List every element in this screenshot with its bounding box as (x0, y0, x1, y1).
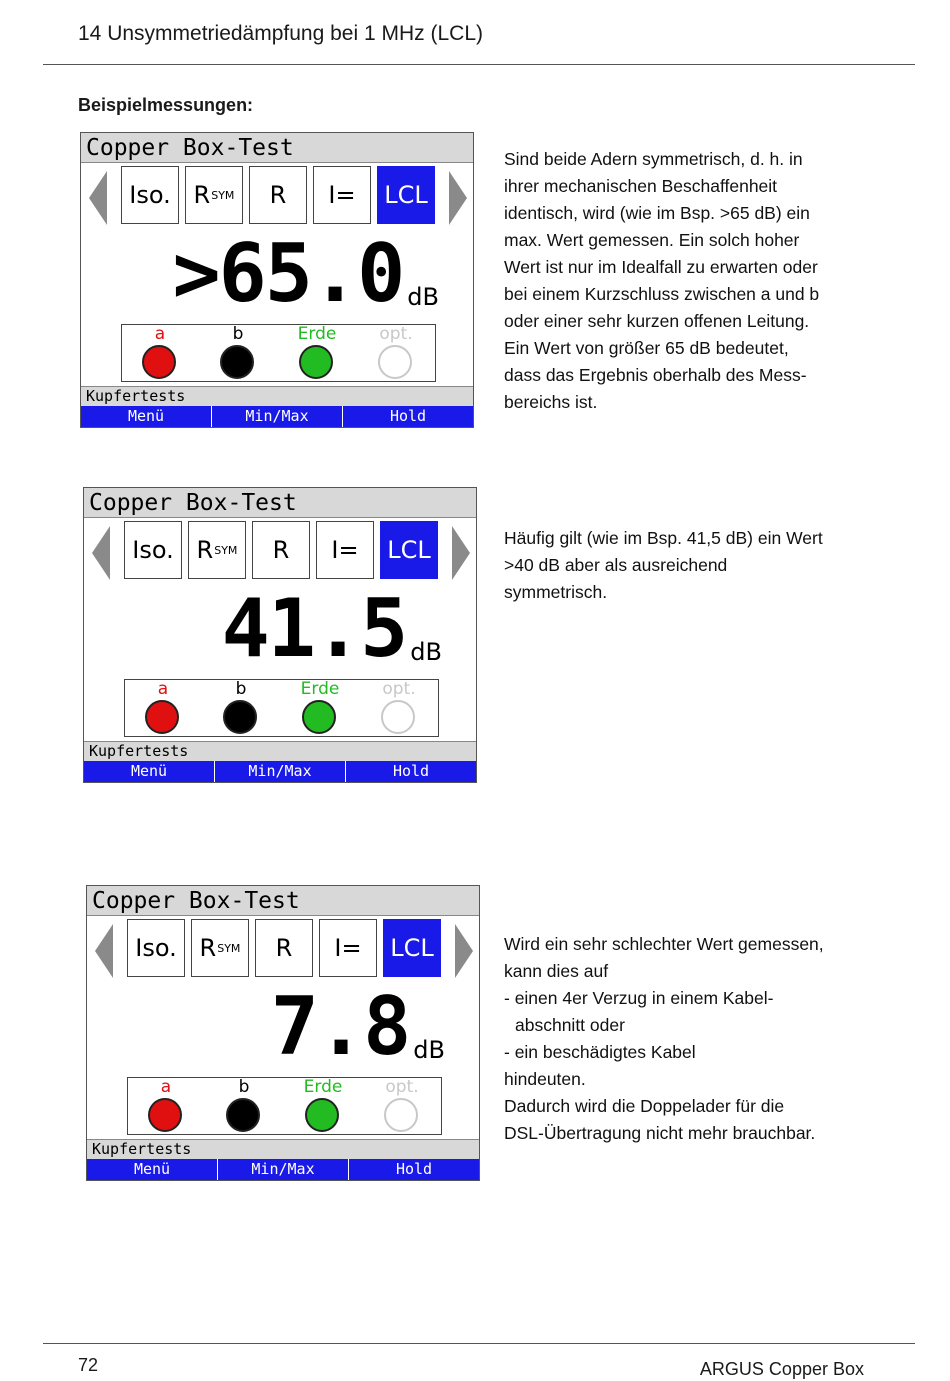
device-screen-2 (83, 487, 477, 783)
led-erde: Erde (290, 680, 350, 738)
device-screen-3 (86, 885, 480, 1181)
led-erde-icon (302, 700, 336, 734)
measurement-unit: dB (407, 283, 439, 311)
led-panel (124, 679, 439, 737)
softkey-menu[interactable]: Menü (127, 407, 165, 425)
tab-current[interactable]: I= (313, 166, 371, 224)
softkey-minmax[interactable]: Min/Max (217, 1159, 348, 1180)
led-opt-icon (384, 1098, 418, 1132)
header-rule (43, 64, 915, 65)
led-a: a (136, 1078, 196, 1136)
led-b: b (211, 680, 271, 738)
arrow-right-icon[interactable] (452, 526, 470, 580)
tab-lcl[interactable]: LCL (383, 919, 441, 977)
tab-iso[interactable]: Iso. (124, 521, 182, 579)
description-3: Wird ein sehr schlechter Wert gemessen, kann dies auf - einen 4er Verzug in einem Kabel- abschnitt oder - ein beschädigtes Kabel hindeuten. Dadurch wird die Doppelader für die DSL-Übertragung nicht mehr brauchbar. (504, 934, 824, 1143)
softkey-menu[interactable]: Menü (130, 762, 168, 780)
measurement-reading (270, 980, 445, 1073)
tab-iso[interactable]: Iso. (127, 919, 185, 977)
tab-current[interactable]: I= (319, 919, 377, 977)
softkey-hold[interactable]: Hold (342, 406, 473, 427)
led-a-icon (145, 700, 179, 734)
led-opt: opt. (366, 325, 426, 383)
status-bar: Kupfertests (81, 386, 473, 406)
led-b-icon (223, 700, 257, 734)
measurement-value: 41.5 (221, 582, 407, 675)
footer-rule (43, 1343, 915, 1344)
tab-lcl[interactable]: LCL (377, 166, 435, 224)
measurement-reading (172, 227, 439, 320)
arrow-right-icon[interactable] (449, 171, 467, 225)
led-erde: Erde (293, 1078, 353, 1136)
tab-rsym[interactable]: R SYM (185, 166, 243, 224)
tab-rsym[interactable]: R SYM (188, 521, 246, 579)
softkey-hold[interactable]: Hold (345, 761, 476, 782)
led-opt-icon (381, 700, 415, 734)
status-bar: Kupfertests (87, 1139, 479, 1159)
tab-r[interactable]: R (255, 919, 313, 977)
page-number: 72 (78, 1355, 99, 1375)
led-erde: Erde (287, 325, 347, 383)
measurement-unit: dB (413, 1036, 445, 1064)
led-b: b (214, 1078, 274, 1136)
measurement-unit: dB (410, 638, 442, 666)
softkey-bar (87, 1159, 479, 1180)
tab-current[interactable]: I= (316, 521, 374, 579)
led-opt-icon (378, 345, 412, 379)
led-panel (121, 324, 436, 382)
led-b-icon (226, 1098, 260, 1132)
softkey-minmax[interactable]: Min/Max (214, 761, 345, 782)
led-panel (127, 1077, 442, 1135)
led-a: a (130, 325, 190, 383)
screen-title: Copper Box-Test (84, 488, 476, 518)
softkey-menu[interactable]: Menü (133, 1160, 171, 1178)
led-opt: opt. (369, 680, 429, 738)
softkey-minmax[interactable]: Min/Max (211, 406, 342, 427)
page-header-title: 14 Unsymmetriedämpfung bei 1 MHz (LCL) (78, 22, 483, 45)
device-screen-1 (80, 132, 474, 428)
tab-r[interactable]: R (249, 166, 307, 224)
led-b-icon (220, 345, 254, 379)
softkey-bar (84, 761, 476, 782)
led-erde-icon (299, 345, 333, 379)
tab-rsym[interactable]: R SYM (191, 919, 249, 977)
led-a-icon (142, 345, 176, 379)
led-erde-icon (305, 1098, 339, 1132)
footer-brand: ARGUS Copper Box (699, 1359, 864, 1379)
measurement-value: >65.0 (172, 227, 404, 320)
led-b: b (208, 325, 268, 383)
arrow-right-icon[interactable] (455, 924, 473, 978)
led-opt: opt. (372, 1078, 432, 1136)
screen-title: Copper Box-Test (81, 133, 473, 163)
softkey-hold[interactable]: Hold (348, 1159, 479, 1180)
arrow-left-icon[interactable] (89, 171, 107, 225)
measurement-reading (221, 582, 442, 675)
softkey-bar (81, 406, 473, 427)
screen-title: Copper Box-Test (87, 886, 479, 916)
tab-r[interactable]: R (252, 521, 310, 579)
tab-iso[interactable]: Iso. (121, 166, 179, 224)
led-a-icon (148, 1098, 182, 1132)
description-1: Sind beide Adern symmetrisch, d. h. in ihrer mechanischen Beschaffenheit identisch, wird (wie im Bsp. >65 dB) ein max. Wert gemessen. Ein solch hoher Wert ist nur im Idealfall zu erwarten oder bei einem Kurzschluss zwischen a und b oder einer sehr kurzen offenen Leitung. Ein Wert von größer 65 dB bedeutet, dass das Ergebnis oberhalb des Mess- bereichs ist. (504, 149, 820, 412)
section-heading: Beispielmessungen: (78, 95, 254, 115)
description-2: Häufig gilt (wie im Bsp. 41,5 dB) ein Wert >40 dB aber als ausreichend symmetrisch. (504, 528, 823, 602)
arrow-left-icon[interactable] (95, 924, 113, 978)
status-bar: Kupfertests (84, 741, 476, 761)
measurement-value: 7.8 (270, 980, 410, 1073)
led-a: a (133, 680, 193, 738)
arrow-left-icon[interactable] (92, 526, 110, 580)
tab-lcl[interactable]: LCL (380, 521, 438, 579)
